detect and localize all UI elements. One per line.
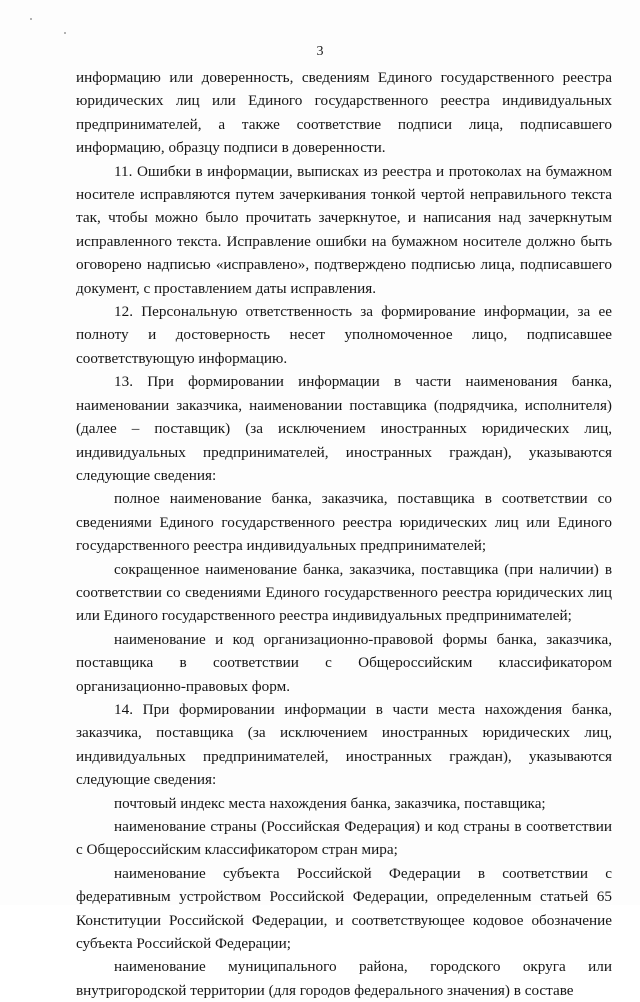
scan-speck <box>30 18 32 20</box>
paragraph-continuation: информацию или доверенность, сведениям Единого государственного реестра юридических лиц или Единого государственного реестра индивидуальных предпринимателей, а также соответствие подписи лица, подписавшего информацию, образцу подписи в доверенности. <box>76 69 612 157</box>
scan-speck <box>64 32 66 34</box>
list-item-postal-code: почтовый индекс места нахождения банка, заказчика, поставщика; <box>114 794 546 812</box>
document-body <box>76 66 612 1002</box>
paragraph-11: 11. Ошибки в информации, выписках из реестра и протоколах на бумажном носителе исправляются путем зачеркивания тонкой чертой неправильного текста так, чтобы можно было прочитать зачеркнутое, и написания над зачеркнутым исправленного текста. Исправление ошибки на бумажном носителе должно быть оговорено надписью «исправлено», подтверждено подписью лица, подписавшего документ, с проставлением даты исправления. <box>76 162 612 297</box>
paragraph-12: 12. Персональную ответственность за формирование информации, за ее полноту и достоверность несет уполномоченное лицо, подписавшее соответствующую информацию. <box>76 303 612 367</box>
list-item-full-name: полное наименование банка, заказчика, поставщика в соответствии со сведениями Единого государственного реестра юридических лиц или Единого государственного реестра индивидуальных предпринимателей; <box>76 490 612 555</box>
list-item-country: наименование страны (Российская Федерация) и код страны в соответствии с Общероссийским классификатором стран мира; <box>76 818 612 859</box>
list-item-legal-form: наименование и код организационно-правовой формы банка, заказчика, поставщика в соответствии с Общероссийским классификатором организационно-правовых форм. <box>76 630 612 695</box>
paragraph-13: 13. При формировании информации в части наименования банка, наименовании заказчика, наименовании поставщика (подрядчика, исполнителя) (далее – поставщик) (за исключением иностранных юридических лиц, индивидуальных предпринимателей, иностранных граждан), указываются следующие сведения: <box>76 373 612 484</box>
list-item-municipal-district: наименование муниципального района, городского округа или внутригородской территории (для городов федерального значения) в составе <box>76 958 612 999</box>
paragraph-14: 14. При формировании информации в части места нахождения банка, заказчика, поставщика (за исключением иностранных юридических лиц, индивидуальных предпринимателей, иностранных граждан), указываются следующие сведения: <box>76 700 612 789</box>
list-item-short-name: сокращенное наименование банка, заказчика, поставщика (при наличии) в соответствии со сведениями Единого государственного реестра юридических лиц или Единого государственного реестра индивидуальных предпринимателей; <box>76 560 612 625</box>
page-number: 3 <box>316 44 324 59</box>
list-item-federal-subject: наименование субъекта Российской Федерации в соответствии с федеративным устройством Российской Федерации, определенным статьей 65 Конституции Российской Федерации, и соответствующее кодовое обозначение субъекта Российской Федерации; <box>76 864 612 953</box>
